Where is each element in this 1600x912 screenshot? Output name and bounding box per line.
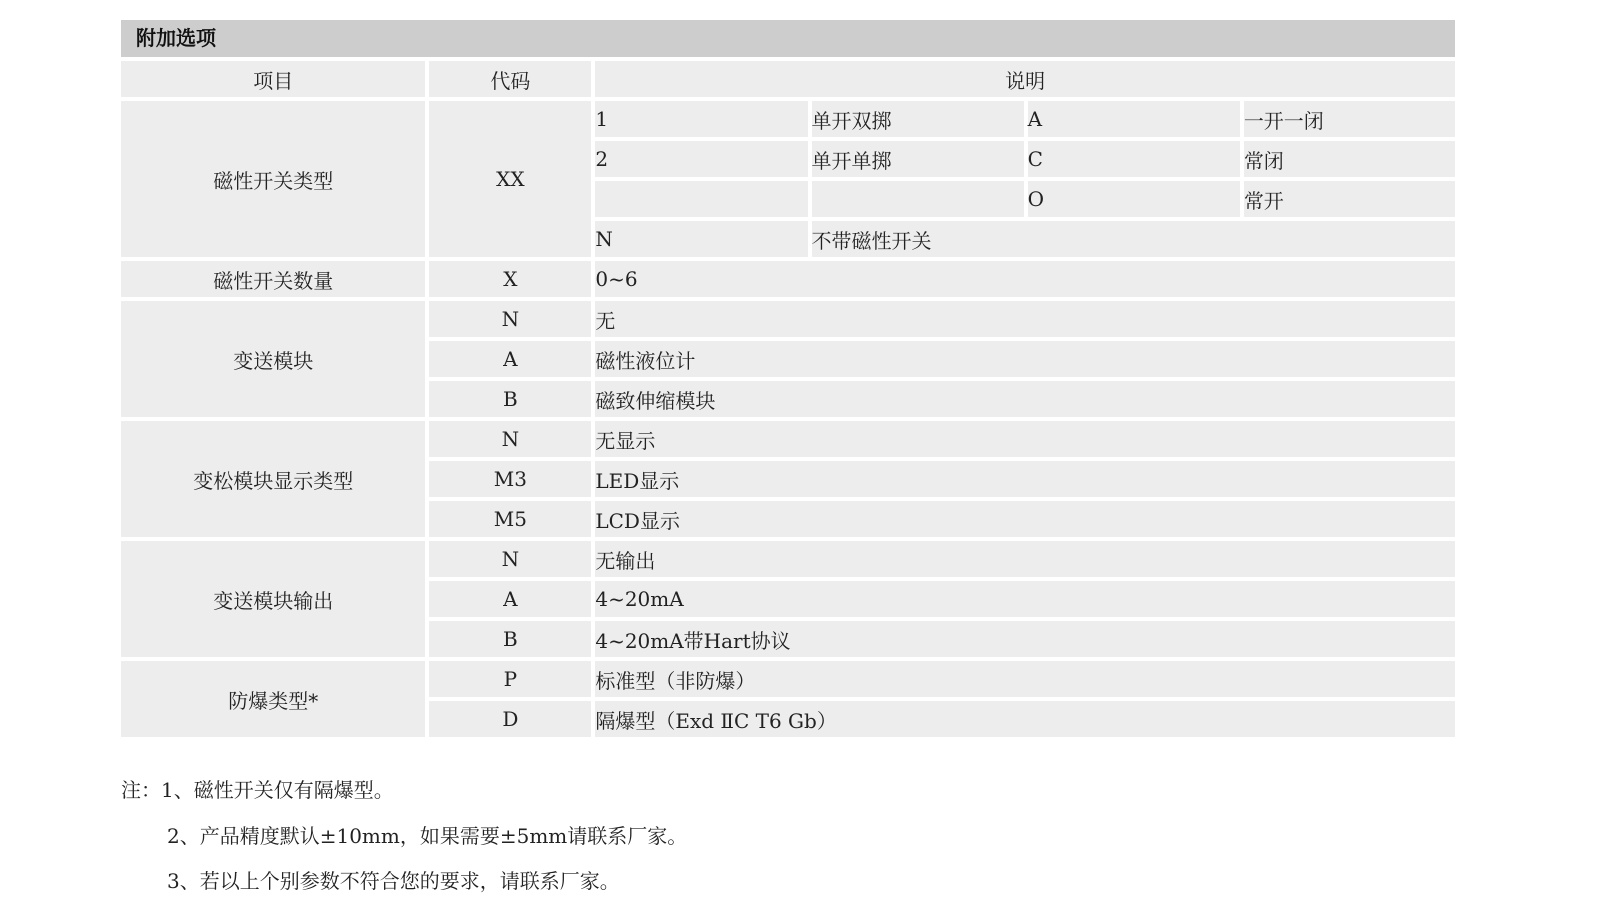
option-code: N	[429, 301, 591, 337]
option-code: B	[429, 381, 591, 417]
option-code: A	[429, 581, 591, 617]
option-desc: 无显示	[595, 421, 1455, 457]
option-desc: 磁性液位计	[595, 341, 1455, 377]
header-description: 说明	[595, 61, 1455, 97]
group-item: 变送模块	[121, 301, 425, 417]
option-desc: 4~20mA带Hart协议	[595, 621, 1455, 657]
sub-desc: 单开双掷	[812, 101, 1024, 137]
sub-desc: 单开单掷	[812, 141, 1024, 177]
table-row	[121, 661, 1455, 697]
option-desc: 无输出	[595, 541, 1455, 577]
option-desc: 标准型（非防爆）	[595, 661, 1455, 697]
sub-desc	[812, 181, 1024, 217]
table-row	[121, 421, 1455, 457]
sub-desc: 常开	[1244, 181, 1455, 217]
sub-code: 2	[595, 141, 807, 177]
table-row	[121, 101, 1455, 137]
header-item: 项目	[121, 61, 425, 97]
sub-code: N	[595, 221, 807, 257]
notes	[121, 768, 687, 905]
option-code: N	[429, 541, 591, 577]
options-sheet	[121, 20, 1455, 741]
table-row	[121, 301, 1455, 337]
option-code: M3	[429, 461, 591, 497]
sub-code: 1	[595, 101, 807, 137]
sub-code	[595, 181, 807, 217]
option-code: N	[429, 421, 591, 457]
table-row	[121, 261, 1455, 297]
group-item: 防爆类型*	[121, 661, 425, 737]
option-code: A	[429, 341, 591, 377]
option-desc: 隔爆型（Exd ⅡC T6 Gb）	[595, 701, 1455, 737]
table-row	[121, 541, 1455, 577]
switch-type-item: 磁性开关类型	[121, 101, 425, 257]
sub-code: A	[1028, 101, 1240, 137]
sub-desc: 不带磁性开关	[812, 221, 1456, 257]
section-title: 附加选项	[121, 20, 1455, 57]
switch-count-code: X	[429, 261, 591, 297]
group-item: 变松模块显示类型	[121, 421, 425, 537]
option-desc: LED显示	[595, 461, 1455, 497]
option-desc: 4~20mA	[595, 581, 1455, 617]
option-desc: 磁致伸缩模块	[595, 381, 1455, 417]
options-table	[117, 57, 1459, 741]
header-code: 代码	[429, 61, 591, 97]
note-line: 3、若以上个别参数不符合您的要求，请联系厂家。	[167, 869, 620, 893]
switch-count-item: 磁性开关数量	[121, 261, 425, 297]
option-code: D	[429, 701, 591, 737]
note-line: 2、产品精度默认±10mm，如果需要±5mm请联系厂家。	[167, 823, 688, 848]
sub-code: C	[1028, 141, 1240, 177]
switch-type-code: XX	[429, 101, 591, 257]
group-item: 变送模块输出	[121, 541, 425, 657]
switch-count-desc: 0~6	[595, 261, 1455, 297]
sub-code: O	[1028, 181, 1240, 217]
option-code: M5	[429, 501, 591, 537]
sub-desc: 常闭	[1244, 141, 1455, 177]
option-code: P	[429, 661, 591, 697]
sub-desc: 一开一闭	[1244, 101, 1455, 137]
header-row	[121, 61, 1455, 97]
option-desc: LCD显示	[595, 501, 1455, 537]
option-code: B	[429, 621, 591, 657]
option-desc: 无	[595, 301, 1455, 337]
note-line: 注：1、磁性开关仅有隔爆型。	[121, 778, 394, 802]
